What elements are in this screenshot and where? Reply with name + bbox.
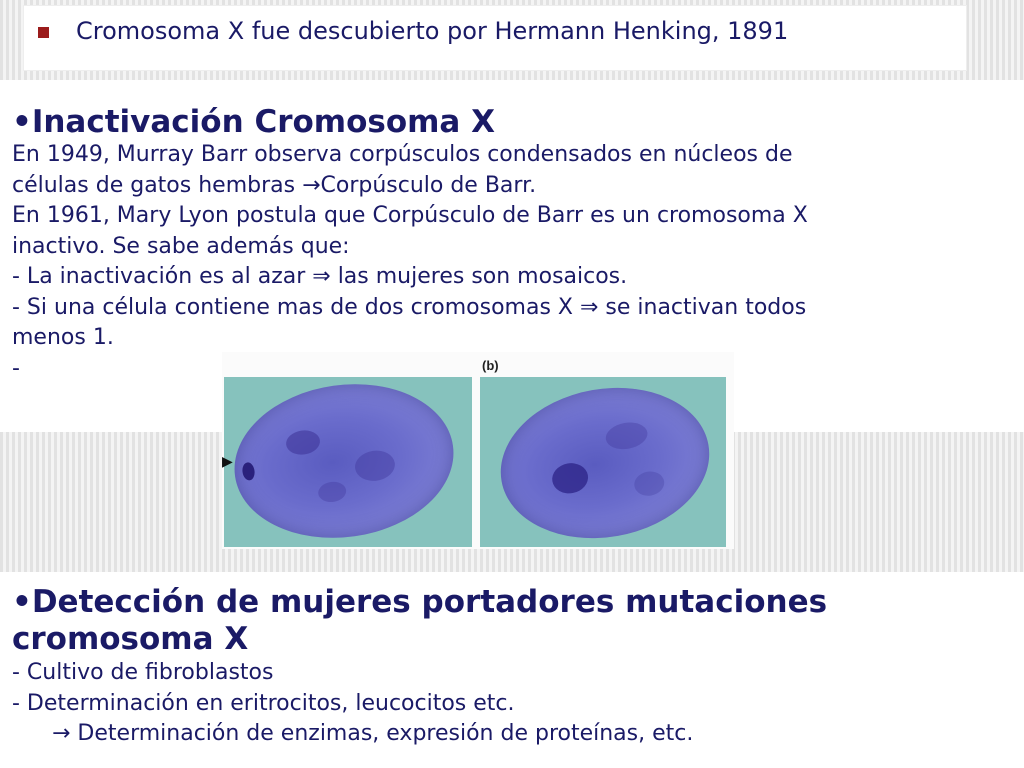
body-line: En 1961, Mary Lyon postula que Corpúsculo de Barr es un cromosoma X: [12, 203, 808, 228]
body-line: -: [12, 355, 20, 381]
body-line: En 1949, Murray Barr observa corpúsculos condensados en núcleos de: [12, 142, 793, 167]
body-line: inactivo. Se sabe además que:: [12, 233, 350, 259]
body-line: - Si una célula contiene mas de dos cromosomas X ⇒ se inactivan todos: [12, 294, 807, 320]
body-line: - Determinación en eritrocitos, leucocitos etc.: [12, 690, 515, 716]
cell-nucleus-image: [489, 372, 722, 554]
square-bullet-icon: [38, 27, 49, 38]
section-heading-detection: •Detección de mujeres portadores mutaciones: [12, 584, 828, 620]
barr-body-micrograph-figure: [222, 352, 734, 549]
body-line: - La inactivación es al azar ⇒ las mujeres son mosaicos.: [12, 264, 628, 289]
cell-nucleus-image: [224, 370, 463, 551]
body-line-indented: → Determinación de enzimas, expresión de proteínas, etc.: [52, 721, 694, 746]
body-line: - Cultivo de fibroblastos: [12, 660, 274, 685]
header-text: Cromosoma X fue descubierto por Hermann Henking, 1891: [76, 17, 789, 45]
section-inactivation: [12, 104, 1012, 384]
body-line: células de gatos hembras →Corpúsculo de Barr.: [12, 172, 537, 198]
micrograph-panel-b: [480, 377, 726, 547]
figure-label-b: (b): [482, 358, 499, 373]
body-line: menos 1.: [12, 325, 114, 350]
barr-body-arrow-icon: ▶: [222, 454, 233, 470]
section-carrier-detection: [12, 584, 1012, 750]
section-heading-detection-line2: cromosoma X: [12, 621, 249, 657]
section-heading-inactivation: •Inactivación Cromosoma X: [12, 104, 496, 140]
micrograph-panel-a: [224, 377, 472, 547]
